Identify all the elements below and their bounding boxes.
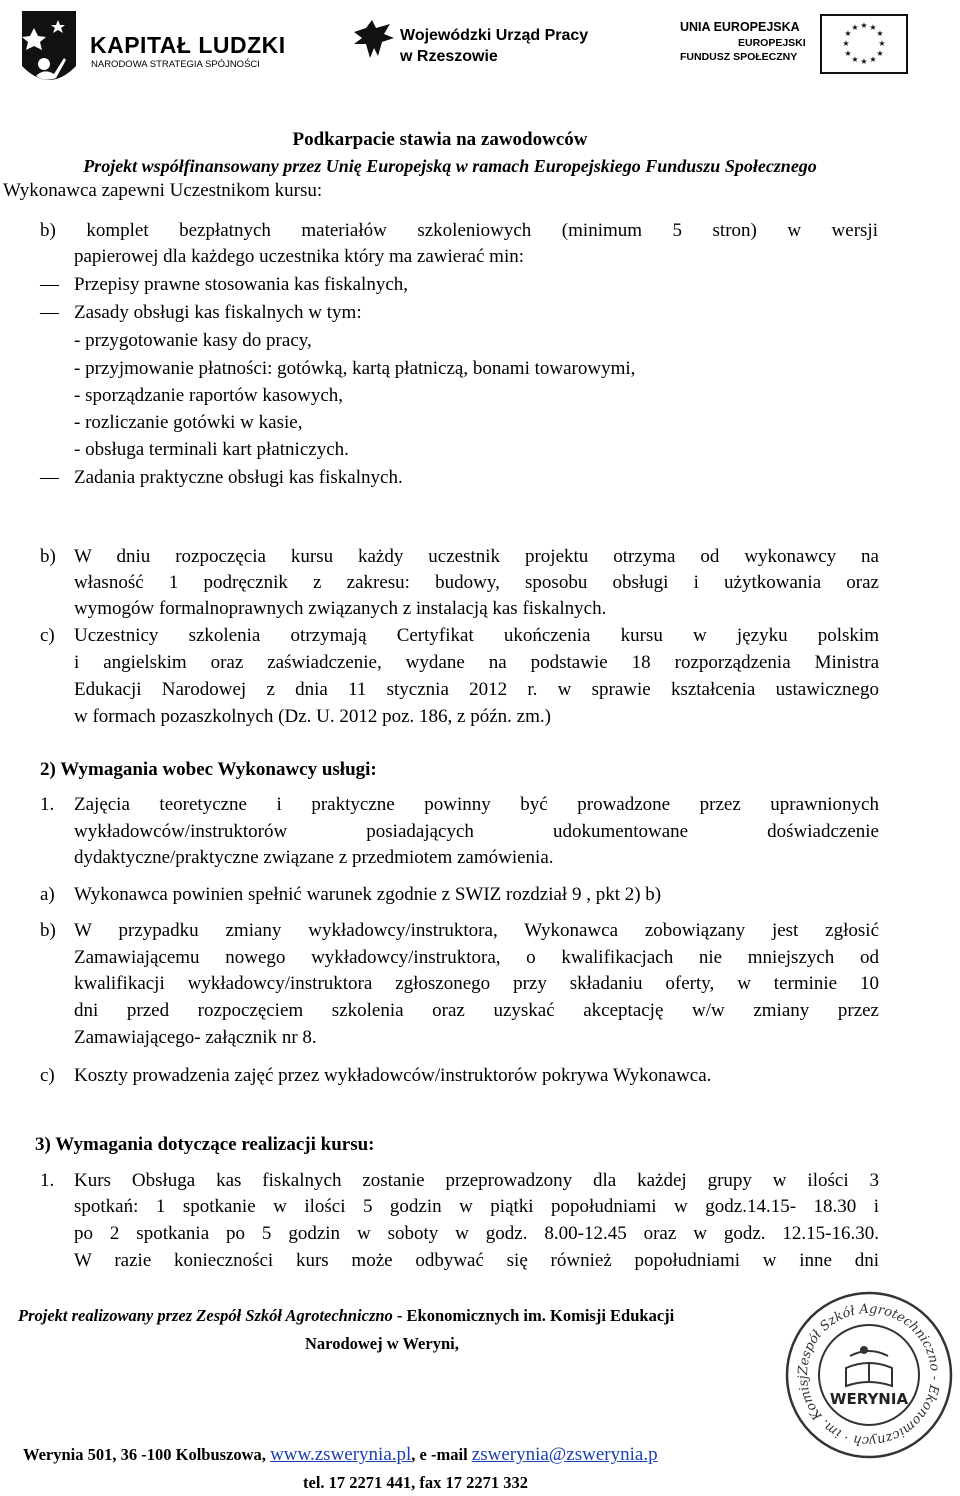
eu-line2: EUROPEJSKI [738,37,806,49]
section2-b-line: Zamawiającego- załącznik nr 8. [74,1027,317,1048]
svg-text:★: ★ [860,21,868,30]
para-b2-line: W dniu rozpoczęcia kursu każdy uczestnik projektu otrzyma od wykonawcy na [74,546,879,567]
list-item: - przygotowanie kasy do pracy, [74,330,312,351]
eu-flag-icon [820,14,908,74]
header-logos [0,0,960,110]
svg-text:★: ★ [878,39,886,48]
section2-a-text: Wykonawca powinien spełnić warunek zgodnie z SWIZ rozdział 9 , pkt 2) b) [74,884,662,905]
section3-p1-line: W razie konieczności kurs może odbywać się również popołudniami w inne dni [74,1250,879,1271]
list-item: Zasady obsługi kas fiskalnych w tym: [74,302,362,323]
kapital-ludzki-subtitle: NARODOWA STRATEGIA SPÓJNOŚCI [91,59,260,70]
section3-p1-line: Kurs Obsługa kas fiskalnych zostanie przeprowadzony dla każdej grupy w ilości 3 [74,1170,879,1191]
list-b1-line: b) komplet bezpłatnych materiałów szkoleniowych (minimum 5 stron) w wersji [40,220,878,241]
section2-b-line: kwalifikacji wykładowcy/instruktora zgłoszonego przy składaniu oferty, w terminie 10 [74,973,879,994]
footer-address: Werynia 501, 36 -100 Kolbuszowa, [23,1445,271,1464]
section2-b-line: dni przed rozpoczęciem szkolenia oraz uzyskać akceptację w/w zmiany przez [74,1000,879,1021]
para-c1-marker: c) [40,625,55,646]
svg-text:★: ★ [876,49,884,58]
section3-p1-marker: 1. [40,1170,55,1191]
dash-icon: — [40,467,59,488]
footer-line1-italic: Projekt realizowany przez Zespół Szkół Agrotechniczno [18,1306,393,1325]
kapital-ludzki-logo [14,6,286,101]
intro-text: Wykonawca zapewni Uczestnikom kursu: [3,180,323,201]
para-b2-line: wymogów formalnoprawnych związanych z instalacją kas fiskalnych. [74,598,607,619]
list-item: - rozliczanie gotówki w kasie, [74,412,303,433]
section2-c-marker: c) [40,1065,55,1086]
dash-icon: — [40,274,59,295]
footer-line1 [18,1303,674,1329]
wup-logo [350,18,589,69]
footer-address-line [23,1442,658,1468]
stamp-center-text: WERYNIA [829,1390,909,1408]
section2-b-marker: b) [40,920,56,941]
footer-line1-rest: - Ekonomicznych im. Komisji Edukacji [392,1306,675,1325]
svg-text:★: ★ [842,39,850,48]
section2-c-text: Koszty prowadzenia zajęć przez wykładowców/instruktorów pokrywa Wykonawca. [74,1065,712,1086]
kapital-ludzki-emblem-icon [14,6,84,96]
svg-text:★: ★ [844,29,852,38]
dash-icon: — [40,302,59,323]
svg-text:★: ★ [851,23,859,32]
svg-text:Zespół Szkół Agrotechniczno -: Zespół Szkół Agrotechniczno - Ekonomicznych · im. Komisj [795,1301,943,1449]
svg-text:★: ★ [869,23,877,32]
section3-p1-line: spotkań: 1 spotkanie w ilości 5 godzin w piątki popołudniami w godz.14.15- 18.30 i [74,1196,879,1217]
section2-p1-line: Zajęcia teoretyczne i praktyczne powinny być prowadzone przez uprawnionych [74,794,879,815]
footer-phone: tel. 17 2271 441, fax 17 2271 332 [303,1473,529,1492]
svg-text:★: ★ [860,57,868,66]
email-link[interactable]: zswerynia@zswerynia.p [471,1444,658,1465]
section2-b-line: W przypadku zmiany wykładowcy/instruktora, Wykonawca zobowiązany jest zgłosić [74,920,879,941]
eagle-icon [350,18,398,64]
cofinanced-subtitle: Projekt współfinansowany przez Unię Europejską w ramach Europejskiego Funduszu Społecznego [83,156,817,176]
para-b2-line: własność 1 podręcznik z zakresu: budowy, sposobu obsługi i użytkowania oraz [74,572,879,593]
section2-p1-line: dydaktyczne/praktyczne związane z przedmiotem zamówienia. [74,847,554,868]
footer-line2: Narodowej w Weryni, [305,1334,459,1353]
list-item: Zadania praktyczne obsługi kas fiskalnych. [74,467,403,488]
para-c1-line: w formach pozaszkolnych (Dz. U. 2012 poz. 186, z późn. zm.) [74,706,551,727]
school-stamp-icon [784,1290,954,1460]
section3-p1-line: po 2 spotkania po 5 godzin w soboty w godz. 8.00-12.45 oraz w godz. 12.15-16.30. [74,1223,879,1244]
section2-heading: 2) Wymagania wobec Wykonawcy usługi: [40,759,377,780]
para-c1-line: Edukacji Narodowej z dnia 11 stycznia 2012 r. w sprawie kształcenia ustawicznego [74,679,879,700]
email-label: , e -mail [411,1445,472,1464]
kapital-ludzki-title: KAPITAŁ LUDZKI [90,32,286,58]
wup-name-line2: w Rzeszowie [400,48,498,65]
website-link[interactable]: www.zswerynia.pl [270,1444,412,1465]
para-c1-line: i angielskim oraz zaświadczenie, wydane na podstawie 18 rozporządzenia Ministra [74,652,879,673]
section2-b-line: Zamawiającemu nowego wykładowcy/instruktora, o kwalifikacjach nie mniejszych od [74,947,879,968]
section2-p1-line: wykładowców/instruktorów posiadających udokumentowane doświadczenie [74,821,879,842]
svg-text:★: ★ [851,55,859,64]
svg-text:★: ★ [869,55,877,64]
list-item: - obsługa terminali kart płatniczych. [74,439,349,460]
list-b1-line: papierowej dla każdego uczestnika który ma zawierać min: [74,246,524,267]
list-item: - przyjmowanie płatności: gotówką, kartą płatniczą, bonami towarowymi, [74,358,636,379]
para-b2-marker: b) [40,546,56,567]
eu-line1: UNIA EUROPEJSKA [680,20,800,34]
list-item: Przepisy prawne stosowania kas fiskalnych, [74,274,409,295]
wup-name-line1: Wojewódzki Urząd Pracy [400,27,589,44]
school-stamp [784,1290,954,1460]
svg-text:★: ★ [876,29,884,38]
eu-line3: FUNDUSZ SPOŁECZNY [680,51,798,63]
section2-a-marker: a) [40,884,55,905]
svg-text:★: ★ [844,49,852,58]
section2-p1-marker: 1. [40,794,55,815]
page-title: Podkarpacie stawia na zawodowców [292,129,588,150]
para-c1-line: Uczestnicy szkolenia otrzymają Certyfikat ukończenia kursu w języku polskim [74,625,879,646]
section3-heading: 3) Wymagania dotyczące realizacji kursu: [35,1134,375,1155]
list-item: - sporządzanie raportów kasowych, [74,385,344,406]
